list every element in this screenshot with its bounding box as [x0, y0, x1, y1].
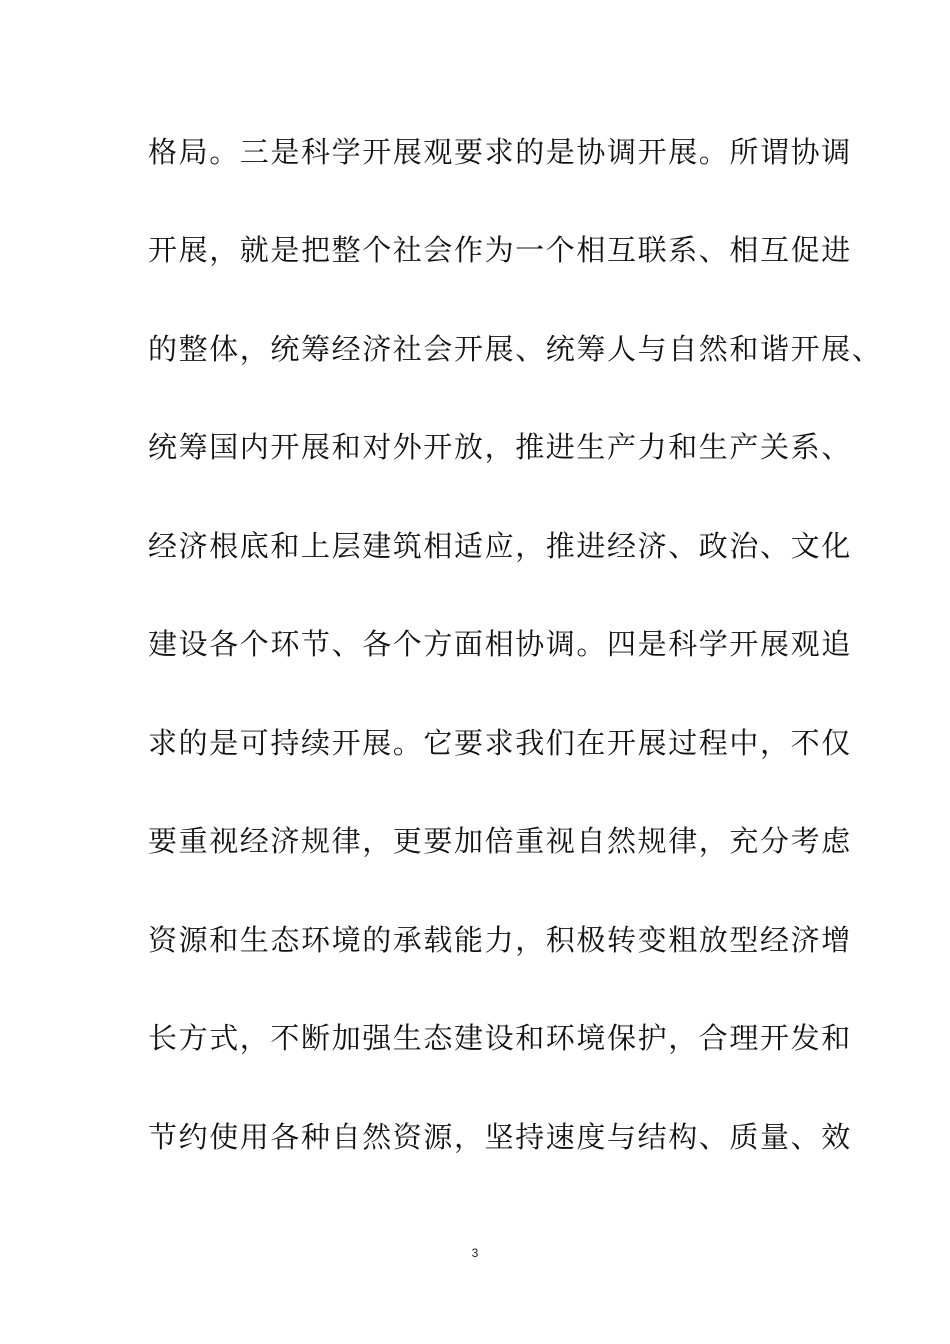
body-text-line: 的整体，统筹经济社会开展、统筹人与自然和谐开展、: [148, 332, 883, 366]
body-text-line: 要重视经济规律，更要加倍重视自然规律，充分考虑: [148, 824, 852, 858]
body-text-line: 求的是可持续开展。它要求我们在开展过程中，不仅: [148, 726, 852, 760]
page-number: 3: [471, 1246, 479, 1260]
body-text-line: 经济根底和上层建筑相适应，推进经济、政治、文化: [148, 529, 852, 563]
body-text-line: 开展，就是把整个社会作为一个相互联系、相互促进: [148, 233, 852, 267]
body-text-line: 统筹国内开展和对外开放，推进生产力和生产关系、: [148, 430, 852, 464]
body-text-line: 格局。三是科学开展观要求的是协调开展。所谓协调: [148, 135, 852, 169]
body-text-line: 建设各个环节、各个方面相协调。四是科学开展观追: [148, 627, 852, 661]
body-text-line: 资源和生态环境的承载能力，积极转变粗放型经济增: [148, 923, 852, 957]
body-text-line: 节约使用各种自然资源，坚持速度与结构、质量、效: [148, 1120, 852, 1154]
body-text-line: 长方式，不断加强生态建设和环境保护，合理开发和: [148, 1021, 852, 1055]
